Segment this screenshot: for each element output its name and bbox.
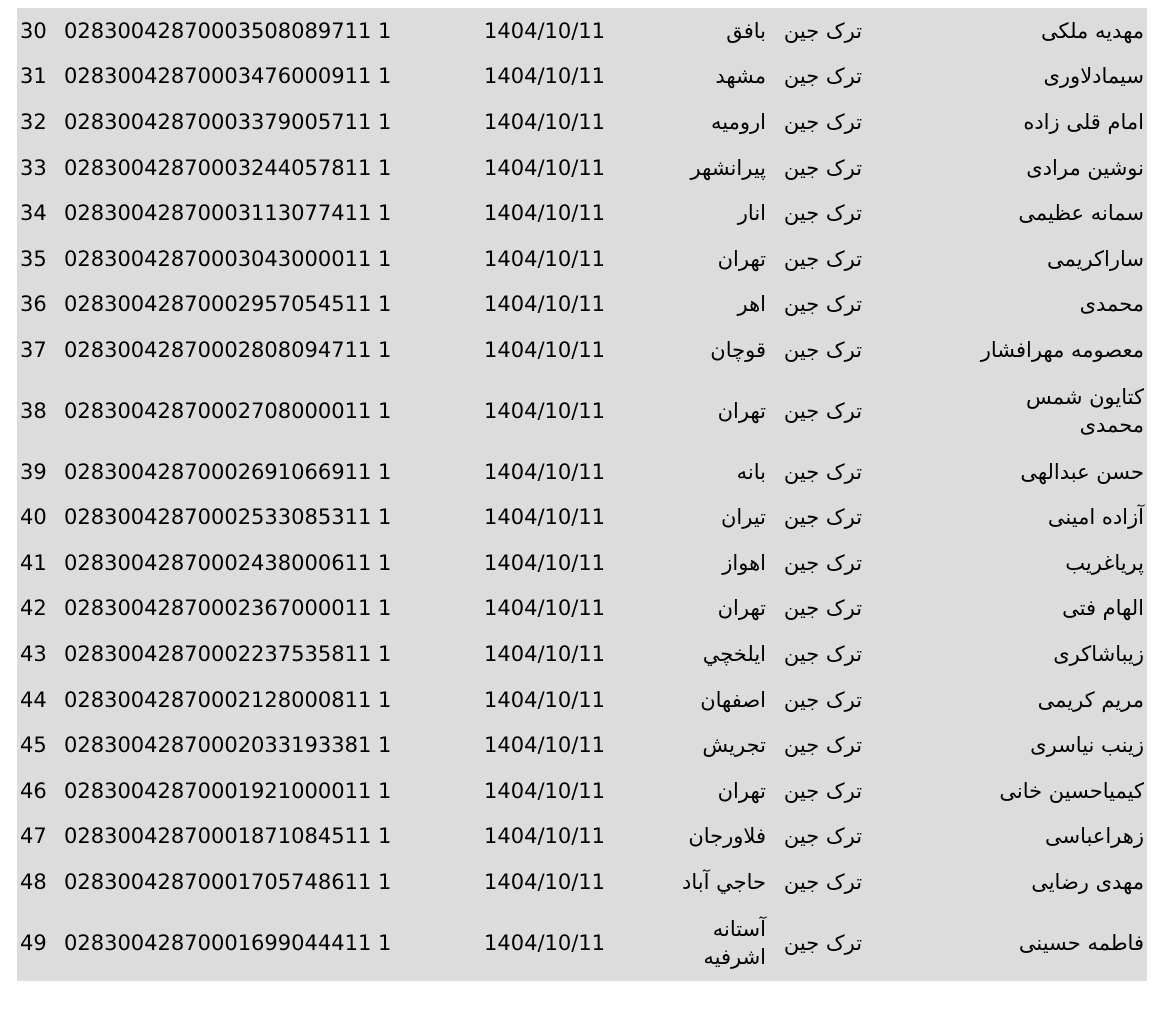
row-number: 39 [20, 459, 47, 484]
name-cell: مریم کریمی [1037, 687, 1144, 712]
city-cell: اهواز [722, 550, 766, 575]
name-cell: آزاده امینی [1047, 505, 1144, 530]
date-cell: 1404/10/11 [484, 155, 606, 180]
date-cell: 1404/10/11 [484, 733, 606, 758]
city-cell: بافق [726, 18, 766, 43]
section-cell: ترک جین [783, 596, 863, 621]
tracking-code: 02830042870002533085311 1 [64, 505, 392, 530]
table-row [17, 814, 1147, 860]
table-row [17, 722, 1147, 768]
section-cell: ترک جین [783, 109, 863, 134]
city-cell-line: آستانه [712, 916, 766, 941]
tracking-code: 02830042870002367000011 1 [64, 596, 392, 621]
table-row [17, 8, 1147, 54]
table-row [17, 586, 1147, 632]
tracking-code: 02830042870001921000011 1 [64, 778, 392, 803]
section-cell: ترک جین [783, 550, 863, 575]
date-cell: 1404/10/11 [484, 596, 606, 621]
name-cell: سمانه عظیمی [1018, 201, 1144, 226]
city-cell: تهران [717, 596, 766, 621]
name-cell: زیباشاکری [1053, 641, 1144, 666]
date-cell: 1404/10/11 [484, 398, 606, 423]
tracking-code: 02830042870002691066911 1 [64, 459, 392, 484]
table-row [17, 905, 1147, 981]
row-number: 31 [20, 64, 47, 89]
date-cell: 1404/10/11 [484, 550, 606, 575]
date-cell: 1404/10/11 [484, 109, 606, 134]
row-number: 44 [20, 687, 47, 712]
row-number: 48 [20, 869, 47, 894]
name-cell-line: محمدی [1079, 412, 1144, 437]
city-cell: پیرانشهر [690, 155, 766, 180]
row-number: 35 [20, 246, 47, 271]
date-cell: 1404/10/11 [484, 18, 606, 43]
row-number: 45 [20, 733, 47, 758]
name-cell: نوشین مرادی [1026, 155, 1144, 180]
table-row [17, 236, 1147, 282]
date-cell: 1404/10/11 [484, 824, 606, 849]
tracking-code: 02830042870002438000611 1 [64, 550, 392, 575]
name-cell: معصومه مهرافشار [980, 337, 1144, 362]
city-cell-line: اشرفیه [703, 944, 766, 969]
section-cell: ترک جین [783, 18, 863, 43]
table-row [17, 373, 1147, 449]
date-cell: 1404/10/11 [484, 246, 606, 271]
section-cell: ترک جین [783, 641, 863, 666]
table-row [17, 494, 1147, 540]
city-cell: تهران [717, 246, 766, 271]
row-number: 38 [20, 398, 47, 423]
name-cell: کیمیاحسین خانی [999, 778, 1144, 803]
row-number: 30 [20, 18, 47, 43]
section-cell: ترک جین [783, 64, 863, 89]
name-cell: امام قلی زاده [1023, 109, 1144, 134]
tracking-code: 02830042870002808094711 1 [64, 337, 392, 362]
city-cell: تهران [717, 398, 766, 423]
name-cell: حسن عبدالهی [1020, 459, 1144, 484]
row-number: 40 [20, 505, 47, 530]
date-cell: 1404/10/11 [484, 778, 606, 803]
row-number: 34 [20, 201, 47, 226]
name-cell: محمدی [1079, 292, 1144, 317]
table-row [17, 859, 1147, 905]
tracking-code: 02830042870003508089711 1 [64, 18, 392, 43]
table-row [17, 145, 1147, 191]
date-cell: 1404/10/11 [484, 64, 606, 89]
name-cell: زینب نیاسری [1030, 733, 1144, 758]
city-cell: اهر [737, 292, 766, 317]
tracking-code: 02830042870002237535811 1 [64, 641, 392, 666]
name-cell: سیمادلاوری [1043, 64, 1144, 89]
row-number: 46 [20, 778, 47, 803]
section-cell: ترک جین [783, 459, 863, 484]
name-cell: زهراعباسی [1044, 824, 1144, 849]
name-cell [877, 373, 1147, 449]
table-row [17, 677, 1147, 723]
section-cell: ترک جین [783, 398, 863, 423]
section-cell: ترک جین [783, 869, 863, 894]
date-cell: 1404/10/11 [484, 201, 606, 226]
table-row [17, 190, 1147, 236]
tracking-code: 02830042870001871084511 1 [64, 824, 392, 849]
name-cell: مهدیه ملکی [1040, 18, 1144, 43]
city-cell: بانه [736, 459, 766, 484]
records-table [17, 8, 1147, 981]
tracking-code: 02830042870003476000911 1 [64, 64, 392, 89]
name-cell: فاطمه حسینی [1018, 930, 1144, 955]
section-cell: ترک جین [783, 505, 863, 530]
tracking-code: 02830042870002128000811 1 [64, 687, 392, 712]
date-cell: 1404/10/11 [484, 292, 606, 317]
tracking-code: 02830042870002957054511 1 [64, 292, 392, 317]
tracking-code: 02830042870003113077411 1 [64, 201, 392, 226]
table-row [17, 540, 1147, 586]
tracking-code: 02830042870003244057811 1 [64, 155, 392, 180]
name-cell: الهام فتی [1062, 596, 1144, 621]
tracking-code: 02830042870001699044411 1 [64, 930, 392, 955]
city-cell: ايلخچي [702, 641, 766, 666]
city-cell: فلاورجان [688, 824, 766, 849]
name-cell: مهدی رضایی [1031, 869, 1144, 894]
section-cell: ترک جین [783, 292, 863, 317]
city-cell: حاجي آباد [682, 869, 766, 894]
date-cell: 1404/10/11 [484, 505, 606, 530]
city-cell: ارومیه [711, 109, 766, 134]
city-cell: مشهد [715, 64, 766, 89]
row-number: 49 [20, 930, 47, 955]
section-cell: ترک جین [783, 778, 863, 803]
row-number: 41 [20, 550, 47, 575]
tracking-code: 02830042870001705748611 1 [64, 869, 392, 894]
date-cell: 1404/10/11 [484, 459, 606, 484]
date-cell: 1404/10/11 [484, 930, 606, 955]
section-cell: ترک جین [783, 687, 863, 712]
date-cell: 1404/10/11 [484, 337, 606, 362]
city-cell: اصفهان [700, 687, 766, 712]
city-cell: قوچان [710, 337, 766, 362]
date-cell: 1404/10/11 [484, 869, 606, 894]
section-cell: ترک جین [783, 337, 863, 362]
table-row [17, 282, 1147, 328]
section-cell: ترک جین [783, 246, 863, 271]
records-table-body [17, 8, 1147, 981]
table-row [17, 631, 1147, 677]
section-cell: ترک جین [783, 201, 863, 226]
date-cell: 1404/10/11 [484, 687, 606, 712]
row-number: 32 [20, 109, 47, 134]
section-cell: ترک جین [783, 930, 863, 955]
name-cell: ساراکریمی [1046, 246, 1144, 271]
name-cell: پریاغریب [1065, 550, 1144, 575]
row-number: 36 [20, 292, 47, 317]
tracking-code: 02830042870003379005711 1 [64, 109, 392, 134]
section-cell: ترک جین [783, 155, 863, 180]
row-number: 37 [20, 337, 47, 362]
tracking-code: 02830042870002033193381 1 [64, 733, 392, 758]
row-number: 43 [20, 641, 47, 666]
row-number: 42 [20, 596, 47, 621]
table-row [17, 768, 1147, 814]
city-cell: تیران [720, 505, 766, 530]
table-row [17, 99, 1147, 145]
section-cell: ترک جین [783, 824, 863, 849]
row-number: 33 [20, 155, 47, 180]
name-cell-line: کتایون شمس [1025, 384, 1144, 409]
table-row [17, 327, 1147, 373]
table-row [17, 54, 1147, 100]
date-cell: 1404/10/11 [484, 641, 606, 666]
row-number: 47 [20, 824, 47, 849]
city-cell: انار [737, 201, 766, 226]
city-cell: تهران [717, 778, 766, 803]
table-row [17, 449, 1147, 495]
city-cell [619, 905, 769, 981]
city-cell: تجریش [702, 733, 766, 758]
tracking-code: 02830042870003043000011 1 [64, 246, 392, 271]
tracking-code: 02830042870002708000011 1 [64, 398, 392, 423]
section-cell: ترک جین [783, 733, 863, 758]
